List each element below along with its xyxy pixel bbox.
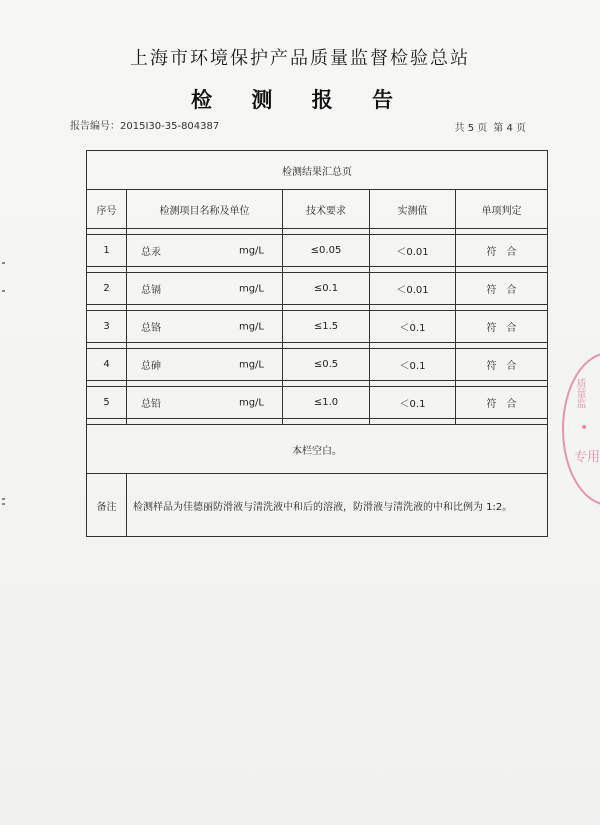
row-number: 2 [87, 273, 127, 305]
requirement: ≤1.5 [283, 311, 370, 343]
stamp-star-icon: • [580, 420, 589, 436]
measured-value: ＜0.1 [370, 311, 456, 343]
results-table [86, 150, 548, 537]
requirement: ≤0.05 [283, 235, 370, 267]
judgement: 符 合 [456, 273, 548, 305]
table-row [87, 311, 548, 343]
item-name: 总铬 [141, 323, 161, 334]
item-unit: mg/L [238, 283, 264, 294]
scan-artifact [2, 498, 5, 500]
page-info [455, 119, 526, 134]
scan-artifact [2, 290, 5, 292]
page-total: 共 5 页 [454, 123, 488, 134]
remark-row [87, 474, 548, 537]
row-number: 4 [87, 349, 127, 381]
scan-artifact [2, 262, 5, 264]
requirement: ≤0.5 [283, 349, 370, 381]
stamp-text-top: 质量监 [574, 378, 585, 408]
item-name: 总砷 [141, 361, 161, 372]
judgement: 符 合 [456, 311, 548, 343]
item-cell [127, 387, 283, 419]
report-number: 报告编号：2015I30-35-804387 [70, 121, 220, 132]
page-current: 第 4 页 [493, 123, 526, 134]
official-seal-stamp [562, 352, 600, 506]
item-cell [127, 273, 283, 305]
item-cell [127, 235, 283, 267]
item-unit: mg/L [238, 397, 264, 408]
judgement: 符 合 [456, 235, 548, 267]
item-name: 总铅 [141, 399, 161, 410]
measured-value: ＜0.1 [370, 349, 456, 381]
item-cell [127, 349, 283, 381]
table-row [87, 387, 548, 419]
measured-value: ＜0.1 [370, 387, 456, 419]
requirement: ≤1.0 [283, 387, 370, 419]
scan-artifact [2, 503, 5, 505]
row-number: 3 [87, 311, 127, 343]
item-unit: mg/L [238, 359, 264, 370]
judgement: 符 合 [456, 387, 548, 419]
report-title: 检 测 报 告 [191, 88, 409, 112]
stamp-text-bottom: 专用 [574, 450, 600, 465]
column-header: 技术要求 [283, 190, 370, 229]
row-number: 1 [87, 235, 127, 267]
judgement: 符 合 [456, 349, 548, 381]
item-unit: mg/L [238, 321, 264, 332]
column-header: 检测项目名称及单位 [127, 190, 283, 229]
item-cell [127, 311, 283, 343]
remark-text: 检测样品为佳德丽防滑液与清洗液中和后的溶液，防滑液与清洗液的中和比例为 1:2。 [127, 474, 548, 537]
table-caption-row [87, 151, 548, 190]
blank-note: 本栏空白。 [87, 425, 548, 474]
item-name: 总镉 [141, 285, 161, 296]
row-number: 5 [87, 387, 127, 419]
item-unit: mg/L [238, 245, 264, 256]
remark-label: 备注 [87, 474, 127, 537]
table-row [87, 273, 548, 305]
organization-name: 上海市环境保护产品质量监督检验总站 [130, 48, 470, 69]
table-caption: 检测结果汇总页 [87, 151, 548, 190]
table-row [87, 349, 548, 381]
measured-value: ＜0.01 [370, 273, 456, 305]
column-header: 实测值 [370, 190, 456, 229]
requirement: ≤0.1 [283, 273, 370, 305]
table-row [87, 235, 548, 267]
table-header-row [87, 190, 548, 229]
column-header: 序号 [87, 190, 127, 229]
blank-row [87, 425, 548, 474]
measured-value: ＜0.01 [370, 235, 456, 267]
item-name: 总汞 [141, 247, 161, 258]
column-header: 单项判定 [456, 190, 548, 229]
